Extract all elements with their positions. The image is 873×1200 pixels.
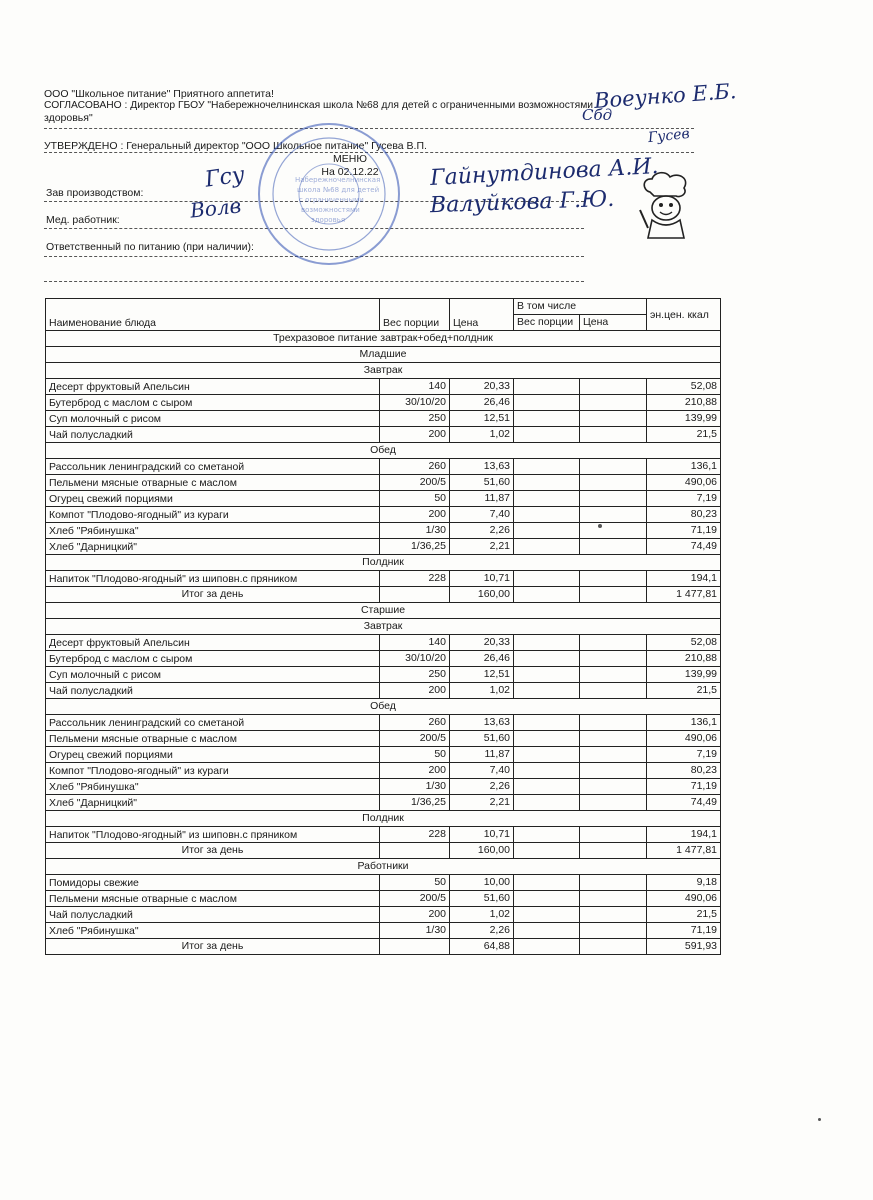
dish-price: 11,87 bbox=[450, 491, 514, 507]
dish-kcal: 21,5 bbox=[647, 683, 721, 699]
incl-weight-cell bbox=[514, 891, 580, 907]
table-row bbox=[46, 923, 721, 939]
dish-price: 1,02 bbox=[450, 427, 514, 443]
table-row bbox=[46, 411, 721, 427]
dish-weight: 228 bbox=[380, 827, 450, 843]
incl-weight-cell bbox=[514, 411, 580, 427]
dish-weight: 140 bbox=[380, 379, 450, 395]
agreed-signature: Воеунко Е.Б. bbox=[593, 79, 738, 113]
incl-price-cell bbox=[580, 715, 647, 731]
incl-price-cell bbox=[580, 523, 647, 539]
dish-kcal: 210,88 bbox=[647, 651, 721, 667]
col-incl-weight-header: Вес порции bbox=[514, 315, 580, 331]
incl-weight-cell bbox=[514, 571, 580, 587]
incl-weight-cell bbox=[514, 907, 580, 923]
dish-name: Огурец свежий порциями bbox=[46, 747, 380, 763]
dish-weight: 50 bbox=[380, 491, 450, 507]
incl-weight-cell bbox=[514, 763, 580, 779]
dish-kcal: 71,19 bbox=[647, 523, 721, 539]
dish-weight: 30/10/20 bbox=[380, 651, 450, 667]
dish-kcal: 21,5 bbox=[647, 907, 721, 923]
total-label: Итог за день bbox=[46, 939, 380, 955]
total-incl-price-cell bbox=[580, 843, 647, 859]
table-row bbox=[46, 779, 721, 795]
table-row bbox=[46, 667, 721, 683]
dish-weight: 1/30 bbox=[380, 923, 450, 939]
table-row bbox=[46, 683, 721, 699]
table-row bbox=[46, 459, 721, 475]
meal-title: Полдник bbox=[46, 811, 721, 827]
dish-name: Пельмени мясные отварные с маслом bbox=[46, 891, 380, 907]
dish-weight: 200 bbox=[380, 763, 450, 779]
dish-kcal: 194,1 bbox=[647, 827, 721, 843]
dish-weight: 1/36,25 bbox=[380, 795, 450, 811]
dish-name: Хлеб "Рябинушка" bbox=[46, 523, 380, 539]
dish-kcal: 74,49 bbox=[647, 795, 721, 811]
agreed-line-cont: здоровья" bbox=[44, 112, 93, 124]
svg-text:с ограниченными: с ограниченными bbox=[299, 196, 364, 204]
dish-weight: 30/10/20 bbox=[380, 395, 450, 411]
incl-weight-cell bbox=[514, 747, 580, 763]
dish-price: 51,60 bbox=[450, 475, 514, 491]
incl-weight-cell bbox=[514, 667, 580, 683]
incl-price-cell bbox=[580, 891, 647, 907]
section-row bbox=[46, 603, 721, 619]
incl-weight-cell bbox=[514, 379, 580, 395]
col-energy-header: эн.цен. ккал bbox=[647, 299, 721, 331]
table-row bbox=[46, 891, 721, 907]
dish-kcal: 136,1 bbox=[647, 459, 721, 475]
total-price: 160,00 bbox=[450, 843, 514, 859]
production-head-label: Зав производством: bbox=[46, 187, 144, 199]
incl-price-cell bbox=[580, 571, 647, 587]
total-label: Итог за день bbox=[46, 843, 380, 859]
svg-text:возможностями: возможностями bbox=[301, 206, 360, 214]
dish-price: 20,33 bbox=[450, 379, 514, 395]
table-row bbox=[46, 379, 721, 395]
table-header-row bbox=[46, 299, 721, 315]
dish-name: Огурец свежий порциями bbox=[46, 491, 380, 507]
section-row bbox=[46, 347, 721, 363]
incl-price-cell bbox=[580, 763, 647, 779]
dish-kcal: 71,19 bbox=[647, 779, 721, 795]
table-row bbox=[46, 475, 721, 491]
total-kcal: 591,93 bbox=[647, 939, 721, 955]
total-price: 64,88 bbox=[450, 939, 514, 955]
dish-weight: 200/5 bbox=[380, 891, 450, 907]
meal-title: Обед bbox=[46, 443, 721, 459]
dish-price: 13,63 bbox=[450, 715, 514, 731]
table-row bbox=[46, 875, 721, 891]
total-kcal: 1 477,81 bbox=[647, 843, 721, 859]
agreed-initials: Сбд bbox=[582, 106, 613, 124]
total-weight-cell bbox=[380, 939, 450, 955]
dish-weight: 50 bbox=[380, 875, 450, 891]
dish-price: 1,02 bbox=[450, 683, 514, 699]
incl-weight-cell bbox=[514, 875, 580, 891]
dish-weight: 228 bbox=[380, 571, 450, 587]
dish-weight: 200 bbox=[380, 507, 450, 523]
table-row bbox=[46, 523, 721, 539]
dish-name: Пельмени мясные отварные с маслом bbox=[46, 475, 380, 491]
incl-weight-cell bbox=[514, 395, 580, 411]
table-row bbox=[46, 395, 721, 411]
dish-weight: 200/5 bbox=[380, 475, 450, 491]
dish-price: 26,46 bbox=[450, 395, 514, 411]
dish-kcal: 80,23 bbox=[647, 763, 721, 779]
dish-price: 1,02 bbox=[450, 907, 514, 923]
meal-row bbox=[46, 699, 721, 715]
dish-name: Хлеб "Дарницкий" bbox=[46, 539, 380, 555]
table-row bbox=[46, 731, 721, 747]
meal-title: Завтрак bbox=[46, 363, 721, 379]
dish-kcal: 52,08 bbox=[647, 379, 721, 395]
dish-kcal: 52,08 bbox=[647, 635, 721, 651]
dish-name: Помидоры свежие bbox=[46, 875, 380, 891]
incl-price-cell bbox=[580, 875, 647, 891]
incl-weight-cell bbox=[514, 827, 580, 843]
dish-name: Чай полусладкий bbox=[46, 683, 380, 699]
dish-weight: 50 bbox=[380, 747, 450, 763]
dish-name: Суп молочный с рисом bbox=[46, 667, 380, 683]
dish-name: Чай полусладкий bbox=[46, 907, 380, 923]
meal-title: Обед bbox=[46, 699, 721, 715]
total-incl-price-cell bbox=[580, 587, 647, 603]
table-row bbox=[46, 571, 721, 587]
dish-price: 12,51 bbox=[450, 411, 514, 427]
dish-name: Рассольник ленинградский со сметаной bbox=[46, 459, 380, 475]
menu-date: На 02.12.22 bbox=[321, 166, 379, 178]
incl-weight-cell bbox=[514, 683, 580, 699]
dish-price: 12,51 bbox=[450, 667, 514, 683]
dish-price: 10,71 bbox=[450, 827, 514, 843]
dish-name: Бутерброд с маслом с сыром bbox=[46, 651, 380, 667]
dish-name: Десерт фруктовый Апельсин bbox=[46, 635, 380, 651]
dish-weight: 200 bbox=[380, 683, 450, 699]
dish-price: 2,26 bbox=[450, 779, 514, 795]
col-weight-header: Вес порции bbox=[380, 299, 450, 331]
total-weight-cell bbox=[380, 587, 450, 603]
total-weight-cell bbox=[380, 843, 450, 859]
menu-table bbox=[45, 298, 721, 955]
incl-price-cell bbox=[580, 475, 647, 491]
incl-price-cell bbox=[580, 507, 647, 523]
incl-price-cell bbox=[580, 395, 647, 411]
meal-row bbox=[46, 619, 721, 635]
speck bbox=[598, 524, 602, 528]
incl-price-cell bbox=[580, 635, 647, 651]
incl-weight-cell bbox=[514, 795, 580, 811]
incl-price-cell bbox=[580, 795, 647, 811]
table-row bbox=[46, 827, 721, 843]
dish-name: Десерт фруктовый Апельсин bbox=[46, 379, 380, 395]
plan-title: Трехразовое питание завтрак+обед+полдник bbox=[46, 331, 721, 347]
incl-weight-cell bbox=[514, 731, 580, 747]
dish-name: Компот "Плодово-ягодный" из кураги bbox=[46, 763, 380, 779]
dish-name: Напиток "Плодово-ягодный" из шиповн.с пряником bbox=[46, 827, 380, 843]
medic-signature: Валуйкова Г.Ю. bbox=[429, 186, 615, 219]
dish-kcal: 490,06 bbox=[647, 731, 721, 747]
table-row bbox=[46, 795, 721, 811]
incl-price-cell bbox=[580, 411, 647, 427]
section-title: Работники bbox=[46, 859, 721, 875]
incl-price-cell bbox=[580, 827, 647, 843]
dish-weight: 250 bbox=[380, 411, 450, 427]
dish-name: Хлеб "Рябинушка" bbox=[46, 923, 380, 939]
dish-name: Пельмени мясные отварные с маслом bbox=[46, 731, 380, 747]
svg-text:Набережночелнинская: Набережночелнинская bbox=[295, 176, 381, 184]
school-stamp bbox=[255, 120, 403, 268]
dish-kcal: 71,19 bbox=[647, 923, 721, 939]
dish-kcal: 136,1 bbox=[647, 715, 721, 731]
incl-price-cell bbox=[580, 667, 647, 683]
total-incl-weight-cell bbox=[514, 939, 580, 955]
dish-weight: 1/36,25 bbox=[380, 539, 450, 555]
dish-price: 51,60 bbox=[450, 731, 514, 747]
table-row bbox=[46, 427, 721, 443]
menu-title: МЕНЮ bbox=[333, 153, 367, 165]
dish-kcal: 139,99 bbox=[647, 667, 721, 683]
incl-weight-cell bbox=[514, 715, 580, 731]
dish-kcal: 139,99 bbox=[647, 411, 721, 427]
incl-weight-cell bbox=[514, 427, 580, 443]
dish-kcal: 490,06 bbox=[647, 891, 721, 907]
dish-kcal: 9,18 bbox=[647, 875, 721, 891]
incl-price-cell bbox=[580, 779, 647, 795]
incl-price-cell bbox=[580, 427, 647, 443]
total-label: Итог за день bbox=[46, 587, 380, 603]
incl-price-cell bbox=[580, 731, 647, 747]
total-kcal: 1 477,81 bbox=[647, 587, 721, 603]
dish-price: 11,87 bbox=[450, 747, 514, 763]
dish-name: Компот "Плодово-ягодный" из кураги bbox=[46, 507, 380, 523]
dish-name: Чай полусладкий bbox=[46, 427, 380, 443]
incl-price-cell bbox=[580, 923, 647, 939]
dish-kcal: 74,49 bbox=[647, 539, 721, 555]
table-row bbox=[46, 507, 721, 523]
dish-name: Рассольник ленинградский со сметаной bbox=[46, 715, 380, 731]
col-incl-price-header: Цена bbox=[580, 315, 647, 331]
dish-name: Хлеб "Рябинушка" bbox=[46, 779, 380, 795]
meal-row bbox=[46, 811, 721, 827]
dish-price: 2,26 bbox=[450, 523, 514, 539]
dish-price: 10,71 bbox=[450, 571, 514, 587]
svg-text:здоровья: здоровья bbox=[311, 216, 346, 224]
table-row bbox=[46, 763, 721, 779]
section-title: Старшие bbox=[46, 603, 721, 619]
dish-weight: 200 bbox=[380, 427, 450, 443]
incl-price-cell bbox=[580, 379, 647, 395]
dish-price: 2,21 bbox=[450, 795, 514, 811]
incl-price-cell bbox=[580, 651, 647, 667]
incl-price-cell bbox=[580, 459, 647, 475]
total-incl-weight-cell bbox=[514, 843, 580, 859]
production-scribble: Гсу bbox=[203, 162, 247, 193]
extra-divider bbox=[44, 281, 584, 282]
dish-price: 10,00 bbox=[450, 875, 514, 891]
incl-weight-cell bbox=[514, 923, 580, 939]
section-title: Младшие bbox=[46, 347, 721, 363]
total-incl-weight-cell bbox=[514, 587, 580, 603]
dish-name: Суп молочный с рисом bbox=[46, 411, 380, 427]
svg-text:школа №68 для детей: школа №68 для детей bbox=[297, 186, 380, 194]
dish-price: 2,26 bbox=[450, 923, 514, 939]
dish-weight: 200/5 bbox=[380, 731, 450, 747]
dish-weight: 260 bbox=[380, 715, 450, 731]
medic-label: Мед. работник: bbox=[46, 214, 120, 226]
dish-kcal: 490,06 bbox=[647, 475, 721, 491]
dish-name: Бутерброд с маслом с сыром bbox=[46, 395, 380, 411]
incl-weight-cell bbox=[514, 475, 580, 491]
dish-weight: 250 bbox=[380, 667, 450, 683]
dish-kcal: 7,19 bbox=[647, 491, 721, 507]
agreed-line: СОГЛАСОВАНО : Директор ГБОУ "Набережночелнинская школа №68 для детей с ограниченными возможностями bbox=[44, 100, 594, 111]
total-row bbox=[46, 939, 721, 955]
dish-weight: 140 bbox=[380, 635, 450, 651]
table-row bbox=[46, 635, 721, 651]
chef-logo-icon bbox=[636, 170, 696, 242]
dish-weight: 260 bbox=[380, 459, 450, 475]
col-name-header: Наименование блюда bbox=[46, 299, 380, 331]
dish-price: 7,40 bbox=[450, 507, 514, 523]
incl-weight-cell bbox=[514, 491, 580, 507]
dish-weight: 1/30 bbox=[380, 779, 450, 795]
dish-kcal: 21,5 bbox=[647, 427, 721, 443]
meal-title: Завтрак bbox=[46, 619, 721, 635]
dish-kcal: 80,23 bbox=[647, 507, 721, 523]
dish-price: 7,40 bbox=[450, 763, 514, 779]
incl-weight-cell bbox=[514, 523, 580, 539]
dish-name: Хлеб "Дарницкий" bbox=[46, 795, 380, 811]
table-row bbox=[46, 907, 721, 923]
incl-price-cell bbox=[580, 747, 647, 763]
plan-row bbox=[46, 331, 721, 347]
meal-title: Полдник bbox=[46, 555, 721, 571]
total-price: 160,00 bbox=[450, 587, 514, 603]
speck bbox=[818, 1118, 821, 1121]
approved-signature: Гусев bbox=[647, 125, 691, 147]
dish-kcal: 210,88 bbox=[647, 395, 721, 411]
total-row bbox=[46, 843, 721, 859]
table-row bbox=[46, 747, 721, 763]
dish-price: 20,33 bbox=[450, 635, 514, 651]
incl-price-cell bbox=[580, 539, 647, 555]
incl-weight-cell bbox=[514, 539, 580, 555]
dish-price: 51,60 bbox=[450, 891, 514, 907]
total-incl-price-cell bbox=[580, 939, 647, 955]
meal-row bbox=[46, 363, 721, 379]
dish-price: 13,63 bbox=[450, 459, 514, 475]
incl-weight-cell bbox=[514, 779, 580, 795]
incl-weight-cell bbox=[514, 507, 580, 523]
table-row bbox=[46, 651, 721, 667]
dish-weight: 1/30 bbox=[380, 523, 450, 539]
dish-price: 2,21 bbox=[450, 539, 514, 555]
dish-weight: 200 bbox=[380, 907, 450, 923]
dish-kcal: 194,1 bbox=[647, 571, 721, 587]
incl-weight-cell bbox=[514, 651, 580, 667]
dish-kcal: 7,19 bbox=[647, 747, 721, 763]
incl-weight-cell bbox=[514, 635, 580, 651]
meal-row bbox=[46, 443, 721, 459]
table-row bbox=[46, 715, 721, 731]
col-incl-header: В том числе bbox=[514, 299, 647, 315]
incl-price-cell bbox=[580, 683, 647, 699]
incl-price-cell bbox=[580, 907, 647, 923]
approved-line: УТВЕРЖДЕНО : Генеральный директор "ООО Школьное питание" Гусева В.П. bbox=[44, 140, 427, 152]
col-price-header: Цена bbox=[450, 299, 514, 331]
meal-row bbox=[46, 555, 721, 571]
dish-name: Напиток "Плодово-ягодный" из шиповн.с пряником bbox=[46, 571, 380, 587]
dish-price: 26,46 bbox=[450, 651, 514, 667]
table-row bbox=[46, 539, 721, 555]
total-row bbox=[46, 587, 721, 603]
table-row bbox=[46, 491, 721, 507]
company-line: ООО "Школьное питание" Приятного аппетита! bbox=[44, 88, 274, 100]
incl-price-cell bbox=[580, 491, 647, 507]
section-row bbox=[46, 859, 721, 875]
production-signature: Гайнутдинова А.И. bbox=[429, 154, 660, 191]
incl-weight-cell bbox=[514, 459, 580, 475]
responsible-label: Ответственный по питанию (при наличии): bbox=[46, 241, 254, 253]
medic-scribble: Волв bbox=[188, 193, 243, 223]
